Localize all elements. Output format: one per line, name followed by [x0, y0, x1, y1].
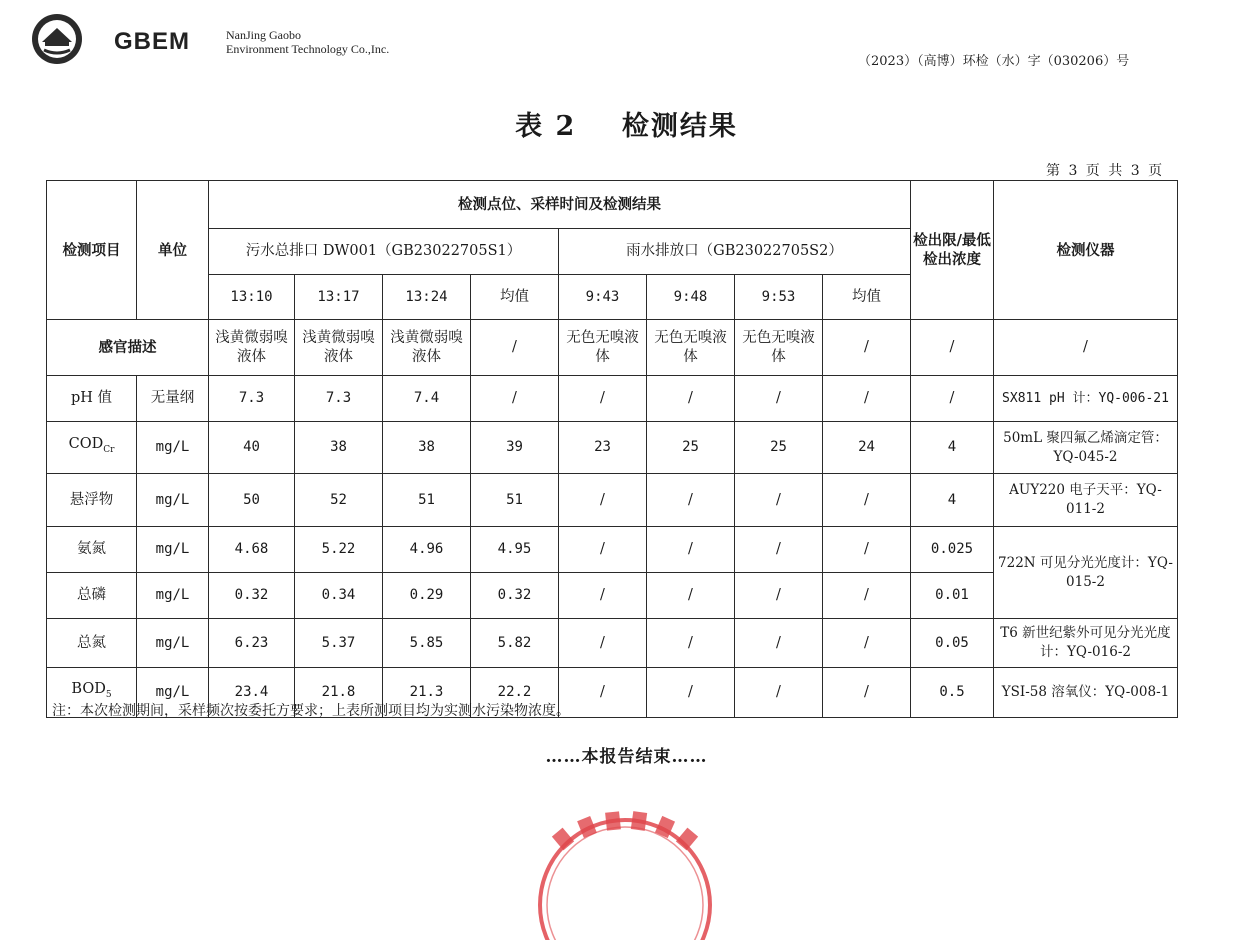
instrument-cell: / [994, 320, 1178, 376]
table-number: 表 2 [515, 111, 577, 142]
value-cell: 4.95 [471, 527, 559, 573]
value-cell: / [559, 474, 647, 527]
item-cell [47, 422, 137, 474]
company-name-line1: NanJing Gaobo [226, 28, 301, 42]
company-logo [30, 12, 84, 66]
value-cell: 0.32 [209, 573, 295, 619]
header-group: 检测点位、采样时间及检测结果 [209, 181, 911, 229]
value-cell: / [647, 527, 735, 573]
value-cell: / [647, 619, 735, 668]
value-cell: 5.22 [295, 527, 383, 573]
value-cell: / [823, 320, 911, 376]
page-info: 第 3 页 共 3 页 [1046, 163, 1163, 179]
time-cell: 9:43 [559, 275, 647, 320]
value-cell: 40 [209, 422, 295, 474]
report-end: ……本报告结束…… [545, 747, 708, 767]
time-cell: 13:17 [295, 275, 383, 320]
header-item: 检测项目 [47, 181, 137, 320]
unit-cell: 无量纲 [137, 376, 209, 422]
value-cell: 4.96 [383, 527, 471, 573]
value-cell: 0.29 [383, 573, 471, 619]
value-cell: / [647, 474, 735, 527]
value-cell: 25 [735, 422, 823, 474]
value-cell: / [735, 527, 823, 573]
item-cell: 氨氮 [47, 527, 137, 573]
official-seal [520, 800, 730, 940]
limit-cell: 0.05 [911, 619, 994, 668]
value-cell: / [735, 573, 823, 619]
value-cell: / [823, 573, 911, 619]
value-cell: 6.23 [209, 619, 295, 668]
value-cell: 38 [383, 422, 471, 474]
value-cell: / [823, 474, 911, 527]
table-row [47, 422, 1178, 474]
value-cell: 39 [471, 422, 559, 474]
company-name [226, 28, 389, 56]
value-cell: 5.82 [471, 619, 559, 668]
value-cell: 5.37 [295, 619, 383, 668]
item-subscript: Cr [103, 444, 115, 455]
mean-header: 均值 [471, 275, 559, 320]
value-cell: 浅黄微弱嗅液体 [383, 320, 471, 376]
item-cell: 悬浮物 [47, 474, 137, 527]
value-cell: 4.68 [209, 527, 295, 573]
table-note: 注：本次检测期间，采样频次按委托方要求；上表所测项目均为实测水污染物浓度。 [52, 703, 570, 719]
limit-cell: 4 [911, 474, 994, 527]
page-title [0, 104, 1253, 143]
item-cell: 总磷 [47, 573, 137, 619]
value-cell: 7.4 [383, 376, 471, 422]
unit-cell: mg/L [137, 573, 209, 619]
value-cell: / [823, 619, 911, 668]
site1-header: 污水总排口 DW001（GB23022705S1） [209, 229, 559, 275]
time-cell: 13:10 [209, 275, 295, 320]
item-cell: 感官描述 [47, 320, 209, 376]
value-cell: 浅黄微弱嗅液体 [295, 320, 383, 376]
value-cell: 21.3 [383, 668, 471, 718]
value-cell: / [559, 527, 647, 573]
site2-header: 雨水排放口（GB23022705S2） [559, 229, 911, 275]
instrument-cell: SX811 pH 计：YQ-006-21 [994, 376, 1178, 422]
value-cell: 无色无嗅液体 [735, 320, 823, 376]
value-cell: / [559, 668, 647, 718]
instrument-cell: T6 新世纪紫外可见分光光度计：YQ-016-2 [994, 619, 1178, 668]
value-cell: / [735, 474, 823, 527]
value-cell: 0.34 [295, 573, 383, 619]
value-cell: / [471, 320, 559, 376]
value-cell: 23.4 [209, 668, 295, 718]
results-table [46, 180, 1178, 718]
value-cell: / [823, 376, 911, 422]
value-cell: 21.8 [295, 668, 383, 718]
brand-name: GBEM [114, 28, 190, 55]
limit-cell: 0.025 [911, 527, 994, 573]
value-cell: 无色无嗅液体 [559, 320, 647, 376]
value-cell: / [823, 527, 911, 573]
value-cell: / [559, 573, 647, 619]
value-cell: 5.85 [383, 619, 471, 668]
value-cell: / [559, 376, 647, 422]
limit-cell: 0.01 [911, 573, 994, 619]
value-cell: 23 [559, 422, 647, 474]
instrument-cell: AUY220 电子天平：YQ-011-2 [994, 474, 1178, 527]
report-number: （2023）（高博）环检（水）字（030206）号 [858, 54, 1130, 69]
value-cell: / [471, 376, 559, 422]
value-cell: 51 [383, 474, 471, 527]
title-text: 检测结果 [621, 111, 738, 142]
value-cell: / [735, 619, 823, 668]
instrument-cell: YSI-58 溶氧仪：YQ-008-1 [994, 668, 1178, 718]
value-cell: / [559, 619, 647, 668]
value-cell: 24 [823, 422, 911, 474]
unit-cell: mg/L [137, 668, 209, 718]
item-name: BOD [71, 681, 106, 698]
value-cell: 51 [471, 474, 559, 527]
unit-cell: mg/L [137, 619, 209, 668]
table-row [47, 474, 1178, 527]
unit-cell: mg/L [137, 527, 209, 573]
limit-cell: 4 [911, 422, 994, 474]
value-cell: 25 [647, 422, 735, 474]
time-cell: 13:24 [383, 275, 471, 320]
value-cell: / [647, 376, 735, 422]
value-cell: / [735, 376, 823, 422]
value-cell: 7.3 [209, 376, 295, 422]
limit-cell: 0.5 [911, 668, 994, 718]
item-name: COD [68, 436, 104, 453]
limit-cell: / [911, 376, 994, 422]
value-cell: 0.32 [471, 573, 559, 619]
value-cell: 38 [295, 422, 383, 474]
value-cell: 浅黄微弱嗅液体 [209, 320, 295, 376]
unit-cell: mg/L [137, 422, 209, 474]
header-instrument: 检测仪器 [994, 181, 1178, 320]
unit-cell: mg/L [137, 474, 209, 527]
header-limit: 检出限/最低检出浓度 [911, 181, 994, 320]
time-cell: 9:53 [735, 275, 823, 320]
header-unit: 单位 [137, 181, 209, 320]
mean-header: 均值 [823, 275, 911, 320]
item-subscript: 5 [105, 689, 112, 700]
value-cell: 无色无嗅液体 [647, 320, 735, 376]
time-cell: 9:48 [647, 275, 735, 320]
value-cell: 50 [209, 474, 295, 527]
table-row [47, 619, 1178, 668]
value-cell: 7.3 [295, 376, 383, 422]
company-name-line2: Environment Technology Co.,Inc. [226, 42, 390, 56]
value-cell: / [823, 668, 911, 718]
limit-cell: / [911, 320, 994, 376]
instrument-cell: 50mL 聚四氟乙烯滴定管：YQ-045-2 [994, 422, 1178, 474]
item-cell: 总氮 [47, 619, 137, 668]
value-cell: / [647, 573, 735, 619]
table-row [47, 527, 1178, 573]
value-cell: 22.2 [471, 668, 559, 718]
value-cell: 52 [295, 474, 383, 527]
value-cell: / [647, 668, 735, 718]
table-row [47, 320, 1178, 376]
table-row [47, 376, 1178, 422]
item-cell: pH 值 [47, 376, 137, 422]
instrument-cell: 722N 可见分光光度计：YQ-015-2 [994, 527, 1178, 619]
value-cell: / [735, 668, 823, 718]
